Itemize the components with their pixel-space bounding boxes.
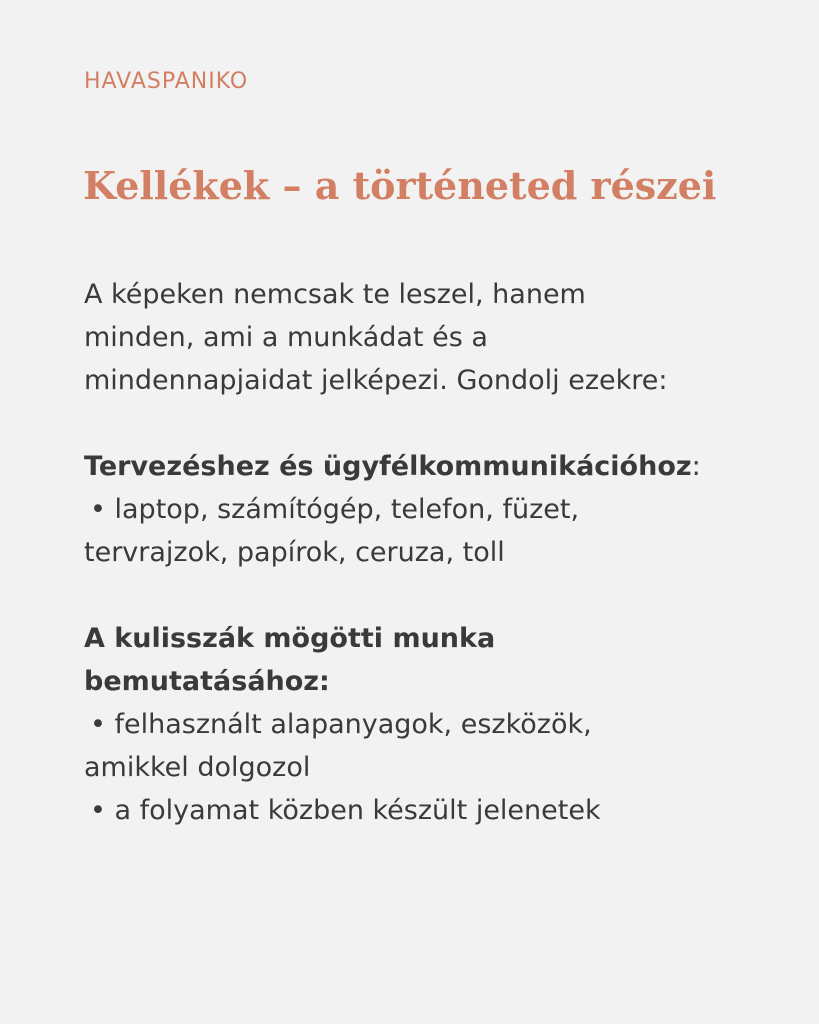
- bullet-item: • a folyamat közben készült jelenetek: [90, 795, 601, 826]
- bullet-item: • felhasznált alapanyagok, eszközök,: [90, 709, 592, 740]
- bullet-item: • laptop, számítógép, telefon, füzet,: [90, 494, 580, 525]
- page-title: Kellékek – a történeted részei: [83, 163, 717, 208]
- section-heading-colon: :: [691, 451, 701, 482]
- spacer: [84, 402, 784, 445]
- body-text: [84, 273, 784, 832]
- intro-line: A képeken nemcsak te leszel, hanem: [84, 279, 586, 310]
- section-heading-text: Tervezéshez és ügyfélkommunikációhoz: [84, 451, 692, 482]
- brand-label: HAVASPANIKO: [84, 69, 249, 94]
- intro-line: mindennapjaidat jelképezi. Gondolj ezekre:: [84, 365, 668, 396]
- section-heading: [84, 445, 784, 488]
- intro-line: minden, ami a munkádat és a: [84, 322, 488, 353]
- section-heading: A kulisszák mögötti munka: [84, 623, 496, 654]
- section-heading: bemutatásához:: [84, 666, 330, 697]
- spacer: [84, 574, 784, 617]
- bullet-item-continued: tervrajzok, papírok, ceruza, toll: [84, 537, 505, 568]
- bullet-item-continued: amikkel dolgozol: [84, 752, 311, 783]
